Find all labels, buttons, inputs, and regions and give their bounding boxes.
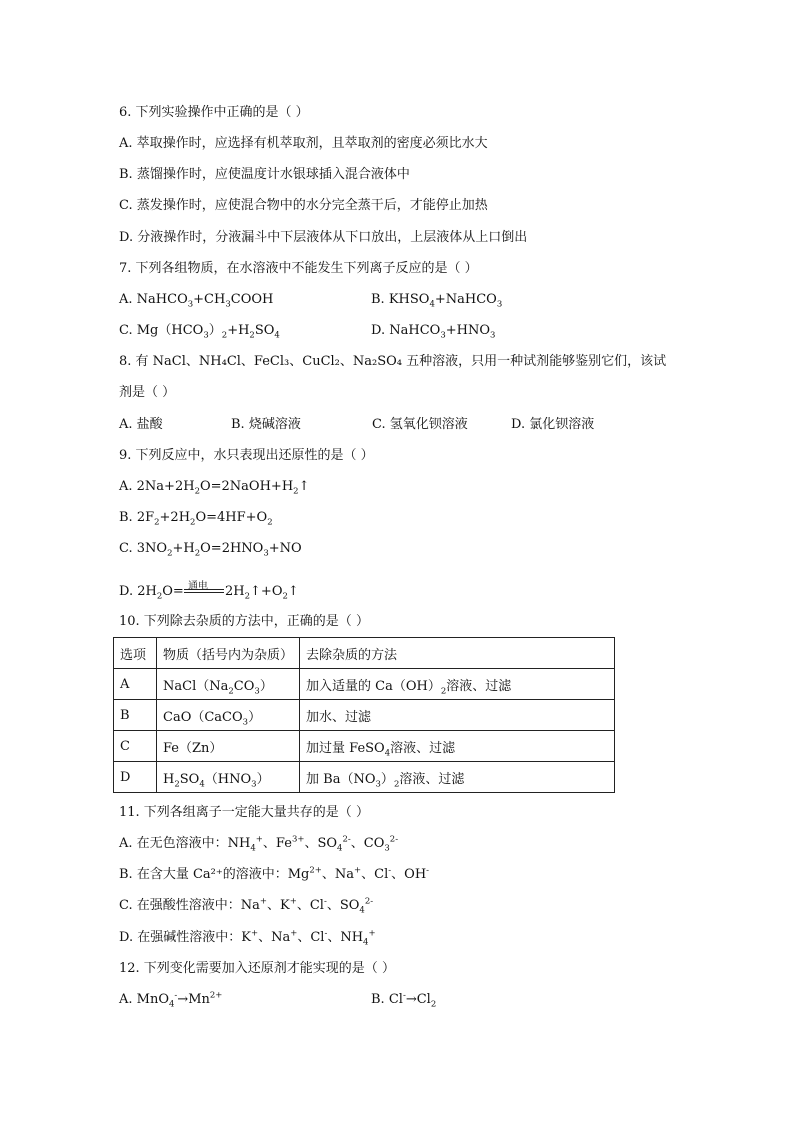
q12-option-a: A. $MnO_4^-\to Mn^{2+}$: [119, 990, 223, 1010]
q8-option-c: C. 氢氧化钡溶液: [372, 417, 468, 432]
header-substance: 物质（括号内为杂质）: [157, 638, 300, 669]
header-option: 选项: [114, 638, 157, 669]
q11-option-a: A. 在无色溶液中：$NH_4^+$、$Fe^{3+}$、$SO_4^{2-}$、$CO_3^{2-}$: [119, 834, 399, 854]
header-method: 去除杂质的方法: [300, 638, 615, 669]
table-row: [114, 762, 615, 793]
row-label: D: [114, 762, 157, 793]
row-method: 加过量 FeSO$_4$溶液、过滤: [300, 731, 615, 762]
q7-option-a: A. $NaHCO_3+CH_3COOH$: [119, 292, 274, 310]
q6-stem: 6. 下列实验操作中正确的是（ ）: [119, 105, 309, 120]
q6-option-d: D. 分液操作时，分液漏斗中下层液体从下口放出，上层液体从上口倒出: [119, 230, 528, 245]
q8-option-d: D. 氯化钡溶液: [511, 417, 595, 432]
equation-double-line: [184, 589, 224, 593]
q8-stem-line2: 剂是（ ）: [119, 385, 176, 400]
q9-option-b: B. $2F_2+2H_2O=4HF+O_2$: [119, 510, 273, 528]
q8-option-b: B. 烧碱溶液: [231, 417, 301, 432]
row-label: A: [114, 669, 157, 700]
impurity-table: [113, 637, 615, 793]
q11-stem: 11. 下列各组离子一定能大量共存的是（ ）: [119, 805, 369, 820]
table-row: [114, 700, 615, 731]
q8-stem-line1: 8. 有 NaCl、NH₄Cl、FeCl₃、CuCl₂、Na₂SO₄ 五种溶液，只用一种试剂能够鉴别它们，该试: [119, 354, 667, 369]
row-label: C: [114, 731, 157, 762]
row-substance: Fe（Zn）: [157, 731, 300, 762]
q6-option-a: A. 萃取操作时，应选择有机萃取剂，且萃取剂的密度必须比水大: [119, 136, 488, 151]
row-substance: $H_2SO_4(HNO_3)$: [157, 762, 300, 793]
q7-option-d: D. $NaHCO_3+HNO_3$: [371, 323, 496, 341]
q11-option-b: B. 在含大量 Ca²⁺的溶液中：$Mg^{2+}$、Na+、Cl-、OH-: [119, 865, 430, 882]
q9-option-c: C. $3NO_2+H_2O=2HNO_3+NO$: [119, 541, 302, 559]
q10-stem: 10. 下列除去杂质的方法中，正确的是（ ）: [119, 614, 369, 629]
q9-stem: 9. 下列反应中，水只表现出还原性的是（ ）: [119, 448, 374, 463]
row-method: 加入适量的 $Ca(OH)_2$溶液、过滤: [300, 669, 615, 700]
q7-stem: 7. 下列各组物质，在水溶液中不能发生下列离子反应的是（ ）: [119, 261, 478, 276]
q8-option-a: A. 盐酸: [119, 417, 163, 432]
electrolysis-condition: 通电: [188, 581, 208, 592]
q12-option-b: B. $Cl^-\to Cl_2$: [371, 990, 437, 1010]
row-method: 加 $Ba(NO_3)_2$溶液、过滤: [300, 762, 615, 793]
q6-option-c: C. 蒸发操作时，应使混合物中的水分完全蒸干后，才能停止加热: [119, 198, 488, 213]
q11-option-c: C. 在强酸性溶液中：Na+、K+、Cl-、$SO_4^{2-}$: [119, 896, 374, 916]
table-row: [114, 731, 615, 762]
q7-option-b: B. $KHSO_4+NaHCO_3$: [371, 292, 503, 310]
q6-option-b: B. 蒸馏操作时，应使温度计水银球插入混合液体中: [119, 167, 410, 182]
q9-option-a: A. $2Na+2H_2O=2NaOH+H_2↑$: [119, 479, 310, 497]
row-label: B: [114, 700, 157, 731]
q11-option-d: D. 在强碱性溶液中：K+、Na+、Cl-、$NH_4^+$: [119, 928, 376, 948]
table-header-row: [114, 638, 615, 669]
row-method: 加水、过滤: [300, 700, 615, 731]
q7-option-c: C. $Mg(HCO_3)_2+H_2SO_4$: [119, 323, 280, 341]
q12-stem: 12. 下列变化需要加入还原剂才能实现的是（ ）: [119, 961, 395, 976]
row-substance: CaO（CaCO$_3$）: [157, 700, 300, 731]
table-row: [114, 669, 615, 700]
row-substance: $NaCl(Na_2CO_3)$: [157, 669, 300, 700]
